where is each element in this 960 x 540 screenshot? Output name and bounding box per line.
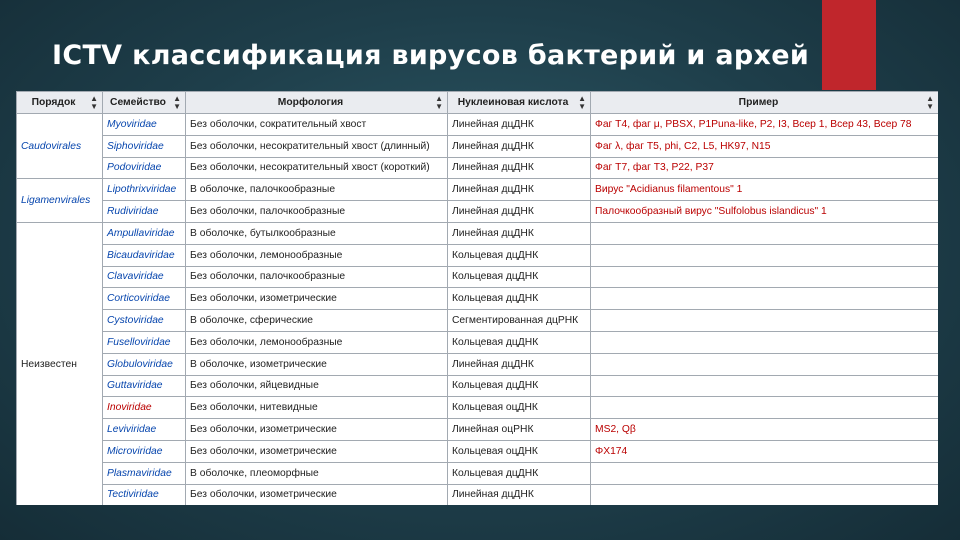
example-cell	[591, 157, 939, 179]
morphology-cell: В оболочке, палочкообразные	[186, 179, 448, 201]
family-cell	[103, 157, 186, 179]
example-cell	[591, 288, 939, 310]
nucleic-acid-cell: Кольцевая дцДНК	[448, 244, 591, 266]
morphology-cell: Без оболочки, изометрические	[186, 288, 448, 310]
sort-icon[interactable]: ▲ ▼	[578, 93, 586, 111]
nucleic-acid-cell: Линейная оцРНК	[448, 419, 591, 441]
family-link[interactable]: Bicaudaviridae	[107, 249, 175, 261]
table-row	[17, 375, 939, 397]
table-row	[17, 222, 939, 244]
morphology-cell: В оболочке, бутылкообразные	[186, 222, 448, 244]
example-cell	[591, 266, 939, 288]
nucleic-acid-cell: Линейная дцДНК	[448, 157, 591, 179]
example-cell	[591, 397, 939, 419]
table-row	[17, 135, 939, 157]
example-cell	[591, 244, 939, 266]
nucleic-acid-cell: Сегментированная дцРНК	[448, 310, 591, 332]
family-link[interactable]: Tectiviridae	[107, 489, 159, 501]
family-link[interactable]: Lipothrixviridae	[107, 184, 177, 196]
example-link[interactable]: Фаг T7, фаг T3, P22, P37	[595, 162, 714, 174]
table-header-row	[17, 92, 939, 114]
order-link[interactable]: Ligamenvirales	[21, 195, 91, 207]
table-row	[17, 266, 939, 288]
order-label: Неизвестен	[21, 358, 77, 370]
order-cell	[17, 222, 103, 505]
family-link[interactable]: Guttaviridae	[107, 380, 163, 392]
example-cell	[591, 484, 939, 505]
example-cell	[591, 419, 939, 441]
sort-icon[interactable]: ▲ ▼	[435, 93, 443, 111]
example-link[interactable]: Фаг λ, фаг T5, phi, C2, L5, HK97, N15	[595, 140, 771, 152]
example-link[interactable]: MS2, Qβ	[595, 424, 636, 436]
nucleic-acid-cell: Кольцевая дцДНК	[448, 266, 591, 288]
family-link[interactable]: Corticoviridae	[107, 293, 170, 305]
nucleic-acid-cell: Кольцевая дцДНК	[448, 375, 591, 397]
table-row	[17, 114, 939, 136]
family-cell	[103, 179, 186, 201]
example-cell	[591, 135, 939, 157]
family-link[interactable]: Cystoviridae	[107, 315, 164, 327]
nucleic-acid-cell: Линейная дцДНК	[448, 353, 591, 375]
example-link[interactable]: Вирус "Acidianus filamentous" 1	[595, 184, 743, 196]
family-cell	[103, 135, 186, 157]
family-link[interactable]: Inoviridae	[107, 402, 152, 414]
family-cell	[103, 440, 186, 462]
table-body	[17, 114, 939, 506]
morphology-cell: В оболочке, сферические	[186, 310, 448, 332]
column-header-family[interactable]: Семейство ▲ ▼	[103, 92, 186, 114]
morphology-cell: Без оболочки, изометрические	[186, 419, 448, 441]
morphology-cell: Без оболочки, несократительный хвост (короткий)	[186, 157, 448, 179]
slide-title: ICTV классификация вирусов бактерий и архей	[52, 40, 810, 71]
table-row	[17, 288, 939, 310]
sort-icon[interactable]: ▲ ▼	[90, 93, 98, 111]
example-link[interactable]: Фаг T4, фаг μ, PBSX, P1Puna-like, P2, I3, Bcep 1, Bcep 43, Bcep 78	[595, 118, 912, 130]
example-cell	[591, 310, 939, 332]
nucleic-acid-cell: Кольцевая дцДНК	[448, 331, 591, 353]
nucleic-acid-cell: Кольцевая оцДНК	[448, 397, 591, 419]
nucleic-acid-cell: Кольцевая дцДНК	[448, 288, 591, 310]
family-cell	[103, 462, 186, 484]
family-cell	[103, 244, 186, 266]
example-link[interactable]: Палочкообразный вирус "Sulfolobus islandicus" 1	[595, 206, 827, 218]
table-row	[17, 157, 939, 179]
table-row	[17, 462, 939, 484]
morphology-cell: Без оболочки, палочкообразные	[186, 266, 448, 288]
nucleic-acid-cell: Линейная дцДНК	[448, 484, 591, 505]
example-link[interactable]: ΦX174	[595, 445, 628, 457]
example-cell	[591, 331, 939, 353]
family-link[interactable]: Ampullaviridae	[107, 227, 175, 239]
nucleic-acid-cell: Линейная дцДНК	[448, 222, 591, 244]
example-cell	[591, 222, 939, 244]
family-link[interactable]: Clavaviridae	[107, 271, 164, 283]
example-cell	[591, 440, 939, 462]
example-cell	[591, 462, 939, 484]
family-link[interactable]: Podoviridae	[107, 162, 162, 174]
morphology-cell: Без оболочки, лемонообразные	[186, 331, 448, 353]
example-cell	[591, 201, 939, 223]
morphology-cell: Без оболочки, изометрические	[186, 484, 448, 505]
example-cell	[591, 353, 939, 375]
family-link[interactable]: Rudiviridae	[107, 206, 159, 218]
example-cell	[591, 375, 939, 397]
table-row	[17, 331, 939, 353]
morphology-cell: Без оболочки, несократительный хвост (длинный)	[186, 135, 448, 157]
order-link[interactable]: Caudovirales	[21, 140, 82, 152]
column-header-example[interactable]: Пример ▲ ▼	[591, 92, 939, 114]
family-cell	[103, 114, 186, 136]
family-link[interactable]: Microviridae	[107, 445, 163, 457]
column-header-morphology[interactable]: Морфология ▲ ▼	[186, 92, 448, 114]
order-cell	[17, 179, 103, 223]
nucleic-acid-cell: Кольцевая оцДНК	[448, 440, 591, 462]
family-link[interactable]: Leviviridae	[107, 424, 157, 436]
family-cell	[103, 375, 186, 397]
family-cell	[103, 353, 186, 375]
table-row	[17, 244, 939, 266]
family-cell	[103, 201, 186, 223]
table-row	[17, 310, 939, 332]
nucleic-acid-cell: Линейная дцДНК	[448, 179, 591, 201]
table-row	[17, 201, 939, 223]
column-header-order[interactable]: Порядок ▲ ▼	[17, 92, 103, 114]
family-cell	[103, 288, 186, 310]
example-cell	[591, 114, 939, 136]
table-row	[17, 440, 939, 462]
family-cell	[103, 484, 186, 505]
column-header-nucleic-acid[interactable]: Нуклеиновая кислота ▲ ▼	[448, 92, 591, 114]
table-row	[17, 179, 939, 201]
sort-icon[interactable]: ▲ ▼	[173, 93, 181, 111]
family-cell	[103, 397, 186, 419]
table-row	[17, 397, 939, 419]
example-cell	[591, 179, 939, 201]
family-link[interactable]: Plasmaviridae	[107, 467, 172, 479]
morphology-cell: В оболочке, изометрические	[186, 353, 448, 375]
morphology-cell: Без оболочки, лемонообразные	[186, 244, 448, 266]
nucleic-acid-cell: Линейная дцДНК	[448, 135, 591, 157]
nucleic-acid-cell: Линейная дцДНК	[448, 201, 591, 223]
table-row	[17, 484, 939, 505]
morphology-cell: Без оболочки, изометрические	[186, 440, 448, 462]
nucleic-acid-cell: Кольцевая дцДНК	[448, 462, 591, 484]
family-link[interactable]: Globuloviridae	[107, 358, 173, 370]
family-link[interactable]: Myoviridae	[107, 118, 157, 130]
morphology-cell: В оболочке, плеоморфные	[186, 462, 448, 484]
nucleic-acid-cell: Линейная дцДНК	[448, 114, 591, 136]
morphology-cell: Без оболочки, нитевидные	[186, 397, 448, 419]
family-cell	[103, 419, 186, 441]
family-cell	[103, 310, 186, 332]
family-link[interactable]: Siphoviridae	[107, 140, 164, 152]
classification-table	[16, 91, 938, 505]
table-row	[17, 419, 939, 441]
morphology-cell: Без оболочки, яйцевидные	[186, 375, 448, 397]
classification-table-container	[16, 91, 938, 505]
family-cell	[103, 222, 186, 244]
morphology-cell: Без оболочки, сократительный хвост	[186, 114, 448, 136]
table-row	[17, 353, 939, 375]
family-cell	[103, 266, 186, 288]
accent-bar	[822, 0, 876, 90]
family-cell	[103, 331, 186, 353]
family-link[interactable]: Fuselloviridae	[107, 336, 171, 348]
order-cell	[17, 114, 103, 179]
sort-icon[interactable]: ▲ ▼	[926, 93, 934, 111]
morphology-cell: Без оболочки, палочкообразные	[186, 201, 448, 223]
